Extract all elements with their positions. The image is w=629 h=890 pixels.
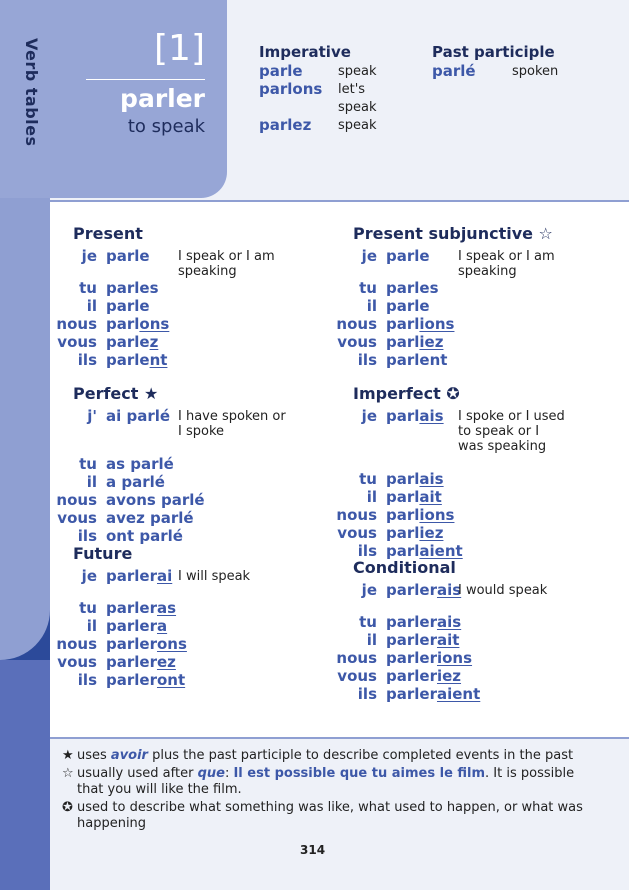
verb-stem: parl [386, 488, 420, 506]
verb-form [386, 333, 443, 351]
past-participle-form: parlé [432, 62, 476, 80]
verb-stem: parl [386, 315, 420, 333]
verb-stem: parler [106, 599, 157, 617]
star-icon: ★ [62, 748, 74, 763]
pronoun: vous [57, 653, 97, 671]
tense-title: Future [73, 544, 133, 563]
pronoun: ils [357, 542, 377, 560]
verb-form [106, 635, 187, 653]
verb-stem: avons parlé [106, 491, 205, 509]
verb-ending: nt [149, 351, 168, 369]
pronoun: ils [357, 351, 377, 369]
verb-stem: parle [106, 297, 150, 315]
verb-stem: a parlé [106, 473, 165, 491]
verb-form [386, 667, 461, 685]
verb-stem: ai parlé [106, 407, 171, 425]
pronoun: ils [357, 685, 377, 703]
pronoun: ils [77, 671, 97, 689]
verb-form [106, 455, 174, 473]
verb-form [106, 473, 165, 491]
verb-form [386, 613, 461, 631]
circled-star-icon: ✪ [62, 800, 73, 815]
imperative-title: Imperative [259, 43, 351, 61]
pronoun: nous [336, 315, 377, 333]
verb-ending: ions [419, 315, 455, 333]
outline-star-icon: ☆ [62, 766, 74, 781]
pronoun: il [366, 488, 377, 506]
pronoun: nous [336, 649, 377, 667]
verb-ending: ais [419, 470, 444, 488]
pronoun: nous [336, 506, 377, 524]
english-gloss: I would speak [458, 583, 548, 598]
verb-form [386, 279, 439, 297]
verb-form [106, 527, 183, 545]
imperative-gloss: speak [338, 118, 377, 133]
verb-stem: parler [106, 567, 157, 585]
note-highlight: avoir [110, 748, 148, 763]
side-strip-mid [0, 660, 50, 890]
pronoun: nous [56, 315, 97, 333]
verb-stem: parl [386, 470, 420, 488]
pronoun: il [366, 631, 377, 649]
verb-form [386, 351, 447, 369]
past-participle-title: Past participle [432, 43, 555, 61]
verb-form [106, 247, 150, 265]
english-gloss: I spoke or I used to speak or I was speaking [458, 409, 565, 454]
pronoun: tu [359, 613, 377, 631]
imperative-form: parlons [259, 80, 323, 98]
verb-ending: ais [419, 407, 444, 425]
english-gloss: I speak or I am speaking [178, 249, 275, 279]
pronoun: j' [87, 407, 97, 425]
english-gloss: I will speak [178, 569, 251, 584]
verb-form [106, 407, 170, 425]
verb-ending: z [149, 333, 159, 351]
english-gloss: I have spoken or I spoke [178, 409, 286, 439]
verb-stem: parler [386, 667, 437, 685]
verb-stem: parler [386, 685, 437, 703]
pronoun: vous [337, 524, 377, 542]
note-text: . It is possible that you will like the film. [77, 766, 575, 797]
verb-ending: iez [419, 524, 444, 542]
pronoun: nous [56, 491, 97, 509]
pronoun: vous [57, 509, 97, 527]
verb-stem: parles [106, 279, 159, 297]
verb-ending: ais [436, 613, 462, 631]
pronoun: je [361, 581, 377, 599]
pronoun: je [81, 567, 97, 585]
verb-form [106, 297, 150, 315]
verb-stem: parles [386, 279, 439, 297]
verb-stem: parler [106, 635, 157, 653]
verb-form [386, 297, 430, 315]
pronoun: vous [57, 333, 97, 351]
pronoun: je [361, 247, 377, 265]
pronoun: ils [77, 527, 97, 545]
verb-form [106, 509, 194, 527]
page-number: 314 [300, 843, 326, 857]
verb-stem: avez parlé [106, 509, 194, 527]
header-rule [86, 79, 205, 80]
pronoun: il [86, 297, 97, 315]
note-text: used to describe what something was like, what used to happen, or what was happening [77, 800, 583, 831]
verb-stem: parler [386, 649, 437, 667]
verb-ending: ions [436, 649, 473, 667]
verb-form [106, 617, 167, 635]
verb-form [106, 567, 172, 585]
verb-stem: parle [106, 247, 150, 265]
verb-form [386, 631, 459, 649]
pronoun: je [361, 407, 377, 425]
verb-ending: ait [419, 488, 442, 506]
pronoun: tu [79, 599, 97, 617]
imperative-form: parle [259, 62, 303, 80]
verb-ending: ons [156, 635, 187, 653]
verb-stem: parler [386, 613, 437, 631]
verb-form [386, 685, 480, 703]
verb-ending: ons [139, 315, 170, 333]
pronoun: tu [79, 455, 97, 473]
verb-stem: parler [106, 653, 157, 671]
imperative-gloss: speak [338, 64, 377, 79]
note-highlight: que [197, 766, 225, 781]
pronoun: il [86, 617, 97, 635]
verb-infinitive: parler [120, 84, 205, 113]
verb-ending: as [156, 599, 177, 617]
verb-form [106, 351, 167, 369]
tense-title: Present [73, 224, 143, 243]
pronoun: il [86, 473, 97, 491]
verb-form [106, 315, 169, 333]
note-highlight: Il est possible que tu aimes le film [233, 766, 486, 781]
verb-stem: parlent [386, 351, 448, 369]
verb-translation: to speak [127, 116, 205, 137]
verb-form [386, 315, 454, 333]
verb-ending: ai [156, 567, 173, 585]
verb-ending: a [156, 617, 168, 635]
note-text: plus the past participle to describe completed events in the past [147, 748, 574, 763]
imperative-gloss: let's [338, 82, 366, 97]
verb-stem: parle [386, 247, 430, 265]
pronoun: tu [79, 279, 97, 297]
verb-stem: parl [386, 524, 420, 542]
verb-stem: parle [386, 297, 430, 315]
tense-title: Conditional [353, 558, 456, 577]
conjugation-panel [50, 200, 629, 739]
verb-form [386, 649, 472, 667]
pronoun: nous [56, 635, 97, 653]
verb-ending: iez [419, 333, 444, 351]
side-label: Verb tables [22, 38, 41, 147]
verb-ending: aient [436, 685, 481, 703]
english-gloss: I speak or I am speaking [458, 249, 555, 279]
verb-form [386, 506, 454, 524]
verb-stem: parl [106, 315, 140, 333]
pronoun: je [81, 247, 97, 265]
verb-stem: parl [386, 407, 420, 425]
verb-form [106, 279, 159, 297]
verb-ending: aient [419, 542, 463, 560]
verb-stem: parler [106, 617, 157, 635]
verb-ending: iez [436, 667, 462, 685]
tense-title: Imperfect ✪ [353, 384, 460, 403]
imperative-gloss: speak [338, 100, 377, 115]
verb-stem: parl [386, 333, 420, 351]
verb-ending: ont [156, 671, 186, 689]
verb-form [106, 653, 176, 671]
note-text: usually used after [77, 766, 198, 781]
verb-stem: parler [386, 631, 437, 649]
verb-stem: as parlé [106, 455, 174, 473]
note-text: uses [77, 748, 111, 763]
verb-stem: parler [386, 581, 437, 599]
verb-form [386, 581, 461, 599]
verb-stem: parl [386, 542, 420, 560]
verb-form [106, 599, 176, 617]
verb-number: [1] [154, 28, 205, 69]
note-text: : [224, 766, 234, 781]
tense-title: Present subjunctive ☆ [353, 224, 553, 243]
verb-form [386, 247, 430, 265]
pronoun: tu [359, 470, 377, 488]
verb-stem: parle [106, 351, 150, 369]
verb-form [106, 491, 205, 509]
pronoun: vous [337, 667, 377, 685]
verb-ending: ait [436, 631, 460, 649]
verb-form [386, 524, 443, 542]
pronoun: vous [337, 333, 377, 351]
tense-title: Perfect ★ [73, 384, 159, 403]
verb-stem: parle [106, 333, 150, 351]
verb-stem: ont parlé [106, 527, 183, 545]
verb-form [106, 333, 158, 351]
verb-ending: ez [156, 653, 176, 671]
verb-ending: ais [436, 581, 462, 599]
verb-form [386, 407, 444, 425]
verb-form [386, 470, 444, 488]
pronoun: ils [77, 351, 97, 369]
past-participle-gloss: spoken [512, 64, 559, 79]
verb-stem: parl [386, 506, 420, 524]
imperative-form: parlez [259, 116, 312, 134]
verb-form [106, 671, 185, 689]
verb-form [386, 488, 442, 506]
pronoun: tu [359, 279, 377, 297]
verb-ending: ions [419, 506, 455, 524]
pronoun: il [366, 297, 377, 315]
verb-stem: parler [106, 671, 157, 689]
